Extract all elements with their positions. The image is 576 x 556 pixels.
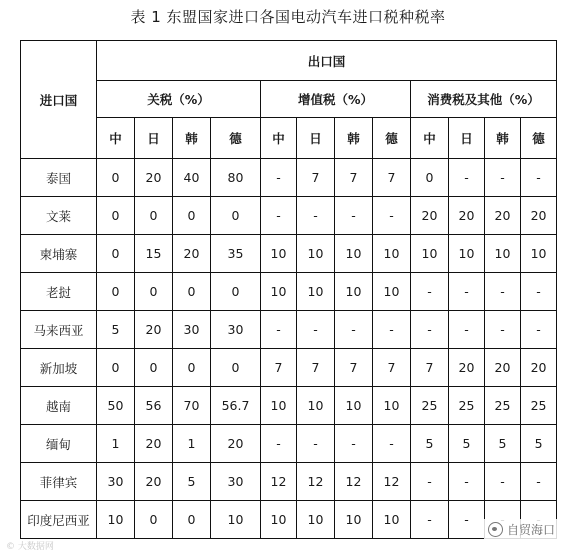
rate-cell: - <box>449 159 485 197</box>
rate-cell: - <box>297 311 335 349</box>
rate-cell: 56 <box>135 387 173 425</box>
rate-cell: 20 <box>485 349 521 387</box>
exporter-header-cell: 韩 <box>485 118 521 159</box>
rate-cell: 5 <box>173 463 211 501</box>
rate-cell: 10 <box>373 387 411 425</box>
country-cell: 印度尼西亚 <box>21 501 97 539</box>
country-cell: 越南 <box>21 387 97 425</box>
country-cell: 柬埔寨 <box>21 235 97 273</box>
rate-cell: 5 <box>449 425 485 463</box>
rate-cell: 20 <box>449 197 485 235</box>
rate-cell: 7 <box>335 159 373 197</box>
country-cell: 缅甸 <box>21 425 97 463</box>
rate-cell: 12 <box>335 463 373 501</box>
rate-cell: 20 <box>173 235 211 273</box>
table-row <box>21 311 557 349</box>
rate-cell: 12 <box>373 463 411 501</box>
rate-cell: 10 <box>335 235 373 273</box>
rate-cell: 10 <box>521 235 557 273</box>
rate-cell: 20 <box>411 197 449 235</box>
rate-cell: 56.7 <box>211 387 261 425</box>
rate-cell: 30 <box>97 463 135 501</box>
rate-cell: 12 <box>297 463 335 501</box>
exporter-header-cell: 德 <box>521 118 557 159</box>
tax-rate-table <box>20 40 557 539</box>
exporter-header-cell: 德 <box>211 118 261 159</box>
rate-cell: 0 <box>173 197 211 235</box>
rate-cell: - <box>485 311 521 349</box>
rate-cell: 10 <box>335 501 373 539</box>
rate-cell: - <box>297 425 335 463</box>
rate-cell: - <box>485 159 521 197</box>
consumption-tax-group-header: 消费税及其他（%） <box>411 81 557 118</box>
exporter-header: 出口国 <box>97 41 557 81</box>
rate-cell: 50 <box>97 387 135 425</box>
rate-cell: 80 <box>211 159 261 197</box>
rate-cell: 20 <box>135 311 173 349</box>
rate-cell: 20 <box>135 463 173 501</box>
rate-cell: 10 <box>261 501 297 539</box>
rate-cell: - <box>521 311 557 349</box>
rate-cell: 10 <box>373 235 411 273</box>
importer-header: 进口国 <box>21 41 97 159</box>
rate-cell: - <box>297 197 335 235</box>
table-row <box>21 387 557 425</box>
rate-cell: 5 <box>521 425 557 463</box>
table-caption: 表 1 东盟国家进口各国电动汽车进口税种税率 <box>130 8 446 26</box>
exporter-header-cell: 德 <box>373 118 411 159</box>
rate-cell: 10 <box>373 501 411 539</box>
country-cell: 马来西亚 <box>21 311 97 349</box>
rate-cell: 10 <box>211 501 261 539</box>
rate-cell: - <box>485 273 521 311</box>
wechat-icon <box>488 522 503 537</box>
rate-cell: 10 <box>297 273 335 311</box>
rate-cell: 25 <box>411 387 449 425</box>
rate-cell: 30 <box>173 311 211 349</box>
rate-cell: 20 <box>521 197 557 235</box>
watermark-right-text: 自贸海口 <box>507 523 556 537</box>
rate-cell: - <box>521 159 557 197</box>
watermark-left: © 大数据网 <box>6 542 54 552</box>
rate-cell: 10 <box>449 235 485 273</box>
exporter-header-cell: 日 <box>135 118 173 159</box>
rate-cell: - <box>261 197 297 235</box>
rate-cell: 30 <box>211 311 261 349</box>
rate-cell: 0 <box>97 197 135 235</box>
tariff-group-header: 关税（%） <box>97 81 261 118</box>
rate-cell: 10 <box>297 387 335 425</box>
rate-cell: - <box>411 463 449 501</box>
rate-cell: 20 <box>135 159 173 197</box>
exporter-header-cell: 韩 <box>173 118 211 159</box>
rate-cell: 12 <box>261 463 297 501</box>
rate-cell: 7 <box>373 159 411 197</box>
exporter-header-cell: 中 <box>97 118 135 159</box>
table-row <box>21 273 557 311</box>
rate-cell: 0 <box>411 159 449 197</box>
rate-cell: 25 <box>521 387 557 425</box>
rate-cell: 0 <box>211 273 261 311</box>
rate-cell: 10 <box>261 273 297 311</box>
rate-cell: - <box>335 197 373 235</box>
rate-cell: - <box>411 273 449 311</box>
country-cell: 老挝 <box>21 273 97 311</box>
rate-cell: - <box>521 463 557 501</box>
exporter-header-cell: 日 <box>449 118 485 159</box>
rate-cell: - <box>373 311 411 349</box>
rate-cell: - <box>261 425 297 463</box>
rate-cell: 0 <box>97 235 135 273</box>
rate-cell: - <box>411 311 449 349</box>
rate-cell: 10 <box>297 235 335 273</box>
rate-cell: 10 <box>261 235 297 273</box>
rate-cell: - <box>485 463 521 501</box>
rate-cell: 0 <box>135 349 173 387</box>
table-row <box>21 159 557 197</box>
rate-cell: 0 <box>173 349 211 387</box>
rate-cell: 0 <box>211 349 261 387</box>
table-row <box>21 349 557 387</box>
rate-cell: 10 <box>97 501 135 539</box>
rate-cell: 10 <box>411 235 449 273</box>
rate-cell: - <box>335 425 373 463</box>
rate-cell: 1 <box>173 425 211 463</box>
exporter-header-cell: 中 <box>411 118 449 159</box>
rate-cell: 7 <box>411 349 449 387</box>
rate-cell: 25 <box>485 387 521 425</box>
rate-cell: 5 <box>411 425 449 463</box>
rate-cell: 7 <box>297 349 335 387</box>
rate-cell: 30 <box>211 463 261 501</box>
rate-cell: 0 <box>97 159 135 197</box>
rate-cell: - <box>521 273 557 311</box>
rate-cell: - <box>373 425 411 463</box>
rate-cell: - <box>411 501 449 539</box>
rate-cell: 0 <box>135 273 173 311</box>
rate-cell: - <box>449 273 485 311</box>
rate-cell: 7 <box>297 159 335 197</box>
rate-cell: 15 <box>135 235 173 273</box>
rate-cell: 10 <box>485 235 521 273</box>
rate-cell: 10 <box>297 501 335 539</box>
rate-cell: 0 <box>173 501 211 539</box>
rate-cell: 0 <box>97 273 135 311</box>
rate-cell: 10 <box>373 273 411 311</box>
rate-cell: - <box>449 463 485 501</box>
rate-cell: - <box>373 197 411 235</box>
rate-cell: 5 <box>485 425 521 463</box>
rate-cell: 0 <box>135 197 173 235</box>
rate-cell: 10 <box>335 273 373 311</box>
rate-cell: 35 <box>211 235 261 273</box>
rate-cell: 70 <box>173 387 211 425</box>
table-row <box>21 463 557 501</box>
exporter-header-cell: 中 <box>261 118 297 159</box>
table-row <box>21 235 557 273</box>
rate-cell: - <box>335 311 373 349</box>
country-cell: 泰国 <box>21 159 97 197</box>
rate-cell: - <box>449 311 485 349</box>
rate-cell: 0 <box>97 349 135 387</box>
exporter-header-cell: 日 <box>297 118 335 159</box>
country-cell: 文莱 <box>21 197 97 235</box>
rate-cell: 20 <box>521 349 557 387</box>
rate-cell: 20 <box>485 197 521 235</box>
rate-cell: 0 <box>211 197 261 235</box>
rate-cell: - <box>261 311 297 349</box>
rate-cell: 40 <box>173 159 211 197</box>
exporter-header-cell: 韩 <box>335 118 373 159</box>
rate-cell: - <box>449 501 485 539</box>
rate-cell: 7 <box>373 349 411 387</box>
table-row <box>21 197 557 235</box>
table-body <box>21 159 557 539</box>
rate-cell: 1 <box>97 425 135 463</box>
exporter-row <box>21 118 557 159</box>
rate-cell: - <box>261 159 297 197</box>
rate-cell: 20 <box>449 349 485 387</box>
rate-cell: 0 <box>135 501 173 539</box>
watermark-right <box>484 519 559 540</box>
rate-cell: 7 <box>261 349 297 387</box>
country-cell: 新加坡 <box>21 349 97 387</box>
table-row <box>21 425 557 463</box>
rate-cell: 25 <box>449 387 485 425</box>
rate-cell: 5 <box>97 311 135 349</box>
rate-cell: 10 <box>335 387 373 425</box>
rate-cell: 20 <box>211 425 261 463</box>
vat-group-header: 增值税（%） <box>261 81 411 118</box>
table-row <box>21 501 557 539</box>
rate-cell: 20 <box>135 425 173 463</box>
rate-cell: 0 <box>173 273 211 311</box>
country-cell: 菲律宾 <box>21 463 97 501</box>
rate-cell: 10 <box>261 387 297 425</box>
rate-cell: 7 <box>335 349 373 387</box>
